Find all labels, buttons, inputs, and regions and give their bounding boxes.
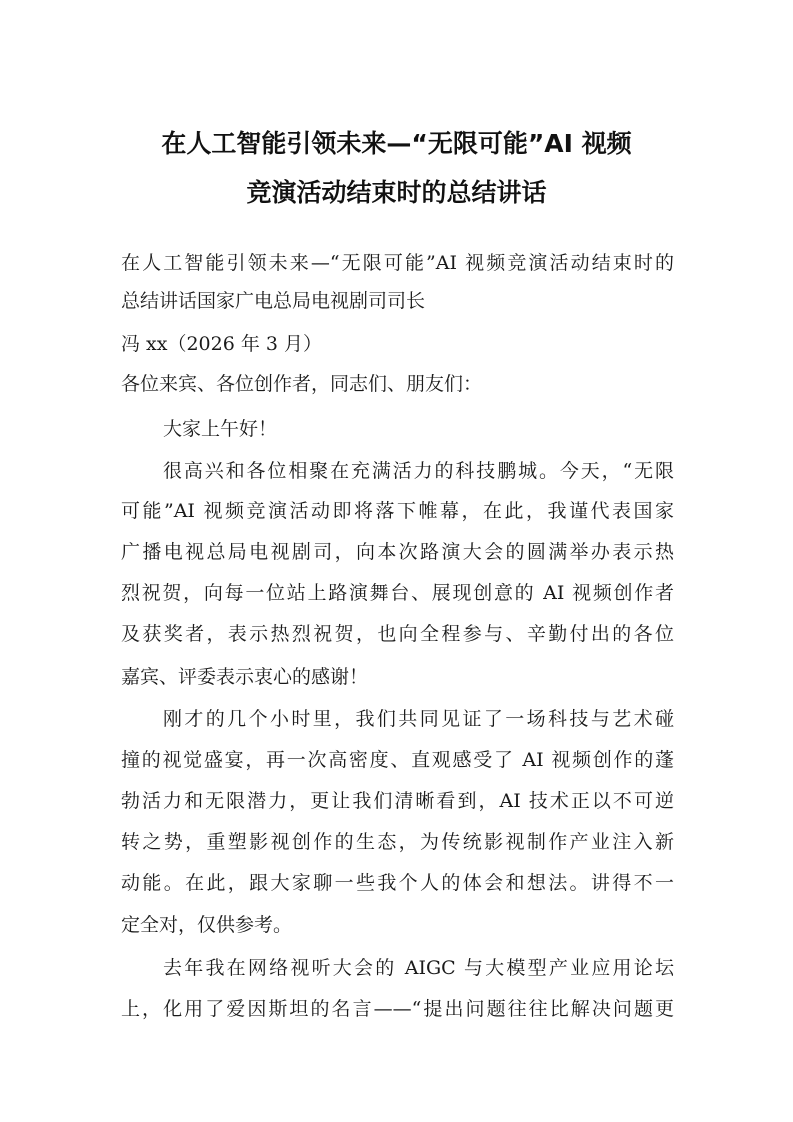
paragraph-2-line-3: 勃活力和无限潜力，更让我们清晰看到，AI 技术正以不可逆	[121, 790, 674, 812]
greeting: 大家上午好！	[163, 418, 278, 440]
paragraph-2-line-2: 撞的视觉盛宴，再一次高密度、直观感受了 AI 视频创作的蓬	[121, 749, 674, 771]
author-date-line: 冯 xx（2026 年 3 月）	[121, 333, 323, 355]
paragraph-2-line-4: 转之势，重塑影视创作的生态，为传统影视制作产业注入新	[121, 831, 674, 853]
paragraph-1-line-1: 很高兴和各位相聚在充满活力的科技鹏城。今天，“无限	[163, 460, 674, 482]
header-line-1: 在人工智能引领未来—“无限可能”AI 视频竞演活动结束时的	[121, 252, 674, 274]
paragraph-2-line-6: 定全对，仅供参考。	[121, 914, 293, 936]
document-title-line-2: 竞演活动结束时的总结讲话	[246, 178, 547, 207]
paragraph-3-line-1: 去年我在网络视听大会的 AIGC 与大模型产业应用论坛	[163, 957, 674, 979]
paragraph-1-line-3: 广播电视总局电视剧司，向本次路演大会的圆满举办表示热	[121, 541, 674, 563]
paragraph-1-line-5: 及获奖者，表示热烈祝贺，也向全程参与、辛勤付出的各位	[121, 623, 674, 645]
paragraph-2-line-5: 动能。在此，跟大家聊一些我个人的体会和想法。讲得不一	[121, 872, 674, 894]
paragraph-3-line-2: 上，化用了爱因斯坦的名言——“提出问题往往比解决问题更	[121, 998, 674, 1020]
document-title-line-1: 在人工智能引领未来—“无限可能”AI 视频	[161, 129, 632, 158]
salutation: 各位来宾、各位创作者，同志们、朋友们：	[121, 373, 483, 395]
paragraph-2-line-1: 刚才的几个小时里，我们共同见证了一场科技与艺术碰	[163, 708, 674, 730]
paragraph-1-line-6: 嘉宾、评委表示衷心的感谢！	[121, 666, 369, 688]
paragraph-1-line-2: 可能”AI 视频竞演活动即将落下帷幕，在此，我谨代表国家	[121, 500, 674, 522]
header-line-2: 总结讲话国家广电总局电视剧司司长	[121, 290, 426, 312]
paragraph-1-line-4: 烈祝贺，向每一位站上路演舞台、展现创意的 AI 视频创作者	[121, 582, 674, 604]
